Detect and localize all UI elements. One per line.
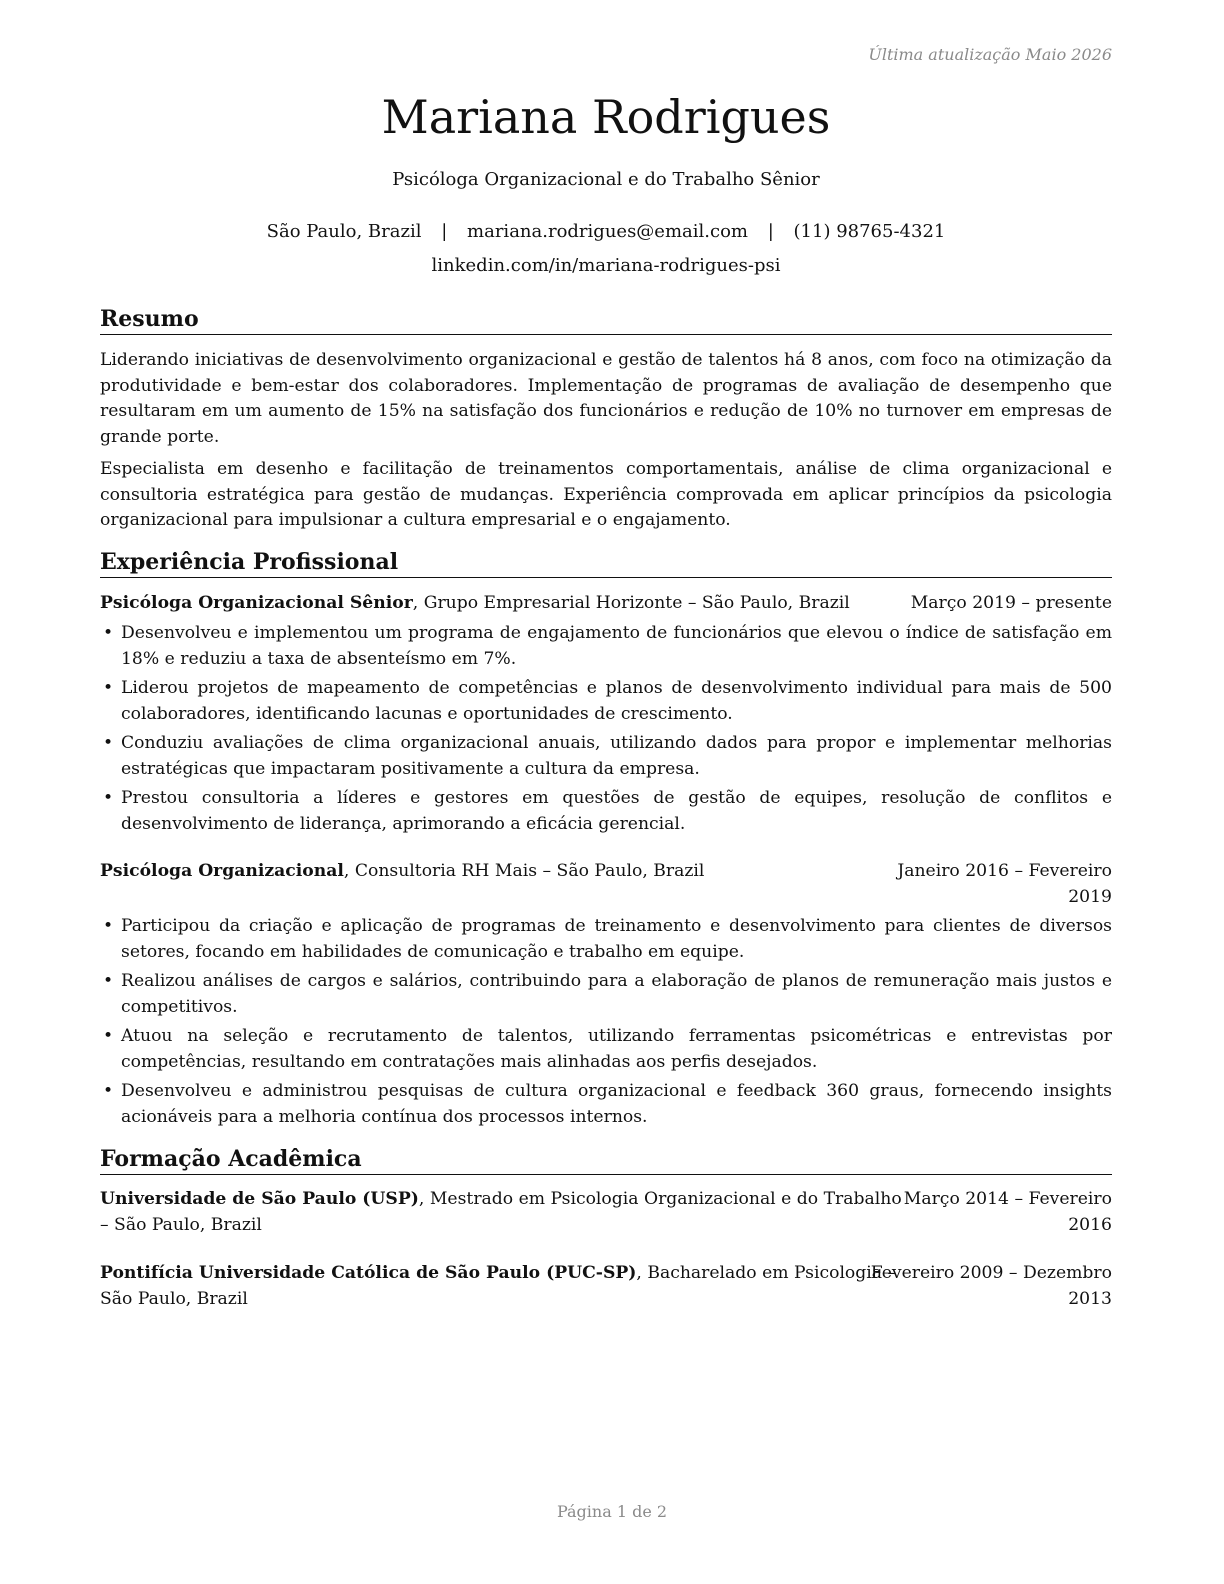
- contact-location: São Paulo, Brazil: [266, 221, 422, 242]
- education-dates-line: Fevereiro 2009 – Dezembro: [870, 1263, 1112, 1283]
- bullet-text: Desenvolveu e administrou pesquisas de cultura organizacional e feedback 360 graus, fornecendo insights acionáveis para a melhoria contínua dos processos internos.: [121, 1081, 1112, 1127]
- bullet-text: Desenvolveu e implementou um programa de engajamento de funcionários que elevou o índice de satisfação em 18% e reduziu a taxa de absenteísmo em 7%.: [121, 623, 1112, 669]
- bullet-text: Liderou projetos de mapeamento de competências e planos de desenvolvimento individual para mais de 500 colaboradores, identificando lacunas e oportunidades de crescimento.: [121, 678, 1112, 724]
- list-item: [100, 914, 1112, 965]
- bullet-text: Atuou na seleção e recrutamento de talentos, utilizando ferramentas psicométricas e entrevistas por competências, resultando em contratações mais alinhadas aos perfis desejados.: [121, 1026, 1112, 1072]
- job-role: Psicóloga Organizacional: [100, 861, 344, 881]
- job-title-line: [100, 859, 704, 885]
- education-dates: [904, 1187, 1112, 1238]
- bullet-text: Participou da criação e aplicação de programas de treinamento e desenvolvimento para clientes de diversos setores, focando em habilidades de comunicação e trabalho em equipe.: [121, 916, 1112, 962]
- list-item: [100, 786, 1112, 837]
- education-school: Universidade de São Paulo (USP): [100, 1189, 419, 1209]
- job-dates-line: Janeiro 2016 – Fevereiro: [897, 861, 1112, 881]
- bullet-icon: •: [103, 678, 114, 698]
- job-role: Psicóloga Organizacional Sênior: [100, 593, 413, 613]
- section-heading-summary: Resumo: [100, 305, 1112, 335]
- job-bullets: [100, 621, 1112, 841]
- list-item: [100, 731, 1112, 782]
- job-dates-line: 2019: [1068, 886, 1112, 907]
- bullet-text: Conduziu avaliações de clima organizacional anuais, utilizando dados para propor e implementar melhorias estratégicas que impactaram positivamente a cultura da empresa.: [121, 733, 1112, 779]
- list-item: [100, 1024, 1112, 1075]
- contact-line: [100, 220, 1112, 244]
- education-location: – São Paulo, Brazil: [100, 1214, 262, 1235]
- list-item: [100, 1079, 1112, 1130]
- bullet-icon: •: [103, 971, 114, 991]
- section-heading-experience: Experiência Profissional: [100, 548, 1112, 578]
- education-degree: , Mestrado em Psicologia Organizacional e do Trabalho: [418, 1189, 902, 1209]
- job-header: [100, 859, 1112, 907]
- page-number: Página 1 de 2: [556, 1502, 668, 1521]
- education-dates: [871, 1261, 1112, 1312]
- contact-separator: |: [441, 221, 448, 242]
- bullet-icon: •: [103, 1081, 114, 1101]
- candidate-name: Mariana Rodrigues: [381, 90, 831, 144]
- education-entry: [100, 1261, 1112, 1312]
- contact-separator: |: [767, 221, 774, 242]
- candidate-title: Psicóloga Organizacional e do Trabalho Sênior: [392, 169, 820, 190]
- job-dates: Março 2019 – presente: [910, 593, 1112, 613]
- bullet-icon: •: [103, 733, 114, 753]
- bullet-text: Realizou análises de cargos e salários, contribuindo para a elaboração de planos de remuneração mais justos e competitivos.: [121, 971, 1112, 1017]
- job-company: , Consultoria RH Mais – São Paulo, Brazil: [343, 861, 705, 881]
- section-heading-education: Formação Acadêmica: [100, 1145, 1112, 1175]
- job-bullets: [100, 914, 1112, 1134]
- bullet-icon: •: [103, 1026, 114, 1046]
- job-dates: [897, 859, 1112, 910]
- education-dates-line: 2016: [1068, 1214, 1112, 1235]
- job-company: , Grupo Empresarial Horizonte – São Paulo, Brazil: [412, 593, 850, 613]
- job-title-line: [100, 591, 850, 617]
- education-degree: , Bacharelado em Psicologia –: [636, 1263, 897, 1283]
- education-school: Pontifícia Universidade Católica de São Paulo (PUC-SP): [100, 1263, 637, 1283]
- education-location: São Paulo, Brazil: [100, 1288, 248, 1309]
- contact-phone: (11) 98765-4321: [793, 221, 946, 242]
- bullet-icon: •: [103, 623, 114, 643]
- education-entry: [100, 1187, 1112, 1238]
- bullet-text: Prestou consultoria a líderes e gestores em questões de gestão de equipes, resolução de conflitos e desenvolvimento de liderança, aprimorando a eficácia gerencial.: [121, 788, 1112, 834]
- job-header: [100, 591, 1112, 617]
- list-item: [100, 621, 1112, 672]
- bullet-icon: •: [103, 916, 114, 936]
- education-dates-line: 2013: [1068, 1288, 1112, 1309]
- contact-linkedin[interactable]: linkedin.com/in/mariana-rodrigues-psi: [431, 255, 781, 276]
- last-updated: Última atualização Maio 2026: [868, 45, 1112, 64]
- list-item: [100, 676, 1112, 727]
- list-item: [100, 969, 1112, 1020]
- summary-paragraph: Especialista em desenho e facilitação de treinamentos comportamentais, análise de clima organizacional e consultoria estratégica para gestão de mudanças. Experiência comprovada em aplicar princípios da psicologia organizacional para impulsionar a cultura empresarial e o engajamento.: [100, 459, 1112, 530]
- education-dates-line: Março 2014 – Fevereiro: [903, 1189, 1112, 1209]
- summary-paragraph: Liderando iniciativas de desenvolvimento organizacional e gestão de talentos há 8 anos, com foco na otimização da produtividade e bem-estar dos colaboradores. Implementação de programas de avaliação de desempenho que resultaram em um aumento de 15% na satisfação dos funcionários e redução de 10% no turnover em empresas de grande porte.: [100, 350, 1112, 447]
- contact-email[interactable]: mariana.rodrigues@email.com: [467, 221, 748, 242]
- bullet-icon: •: [103, 788, 114, 808]
